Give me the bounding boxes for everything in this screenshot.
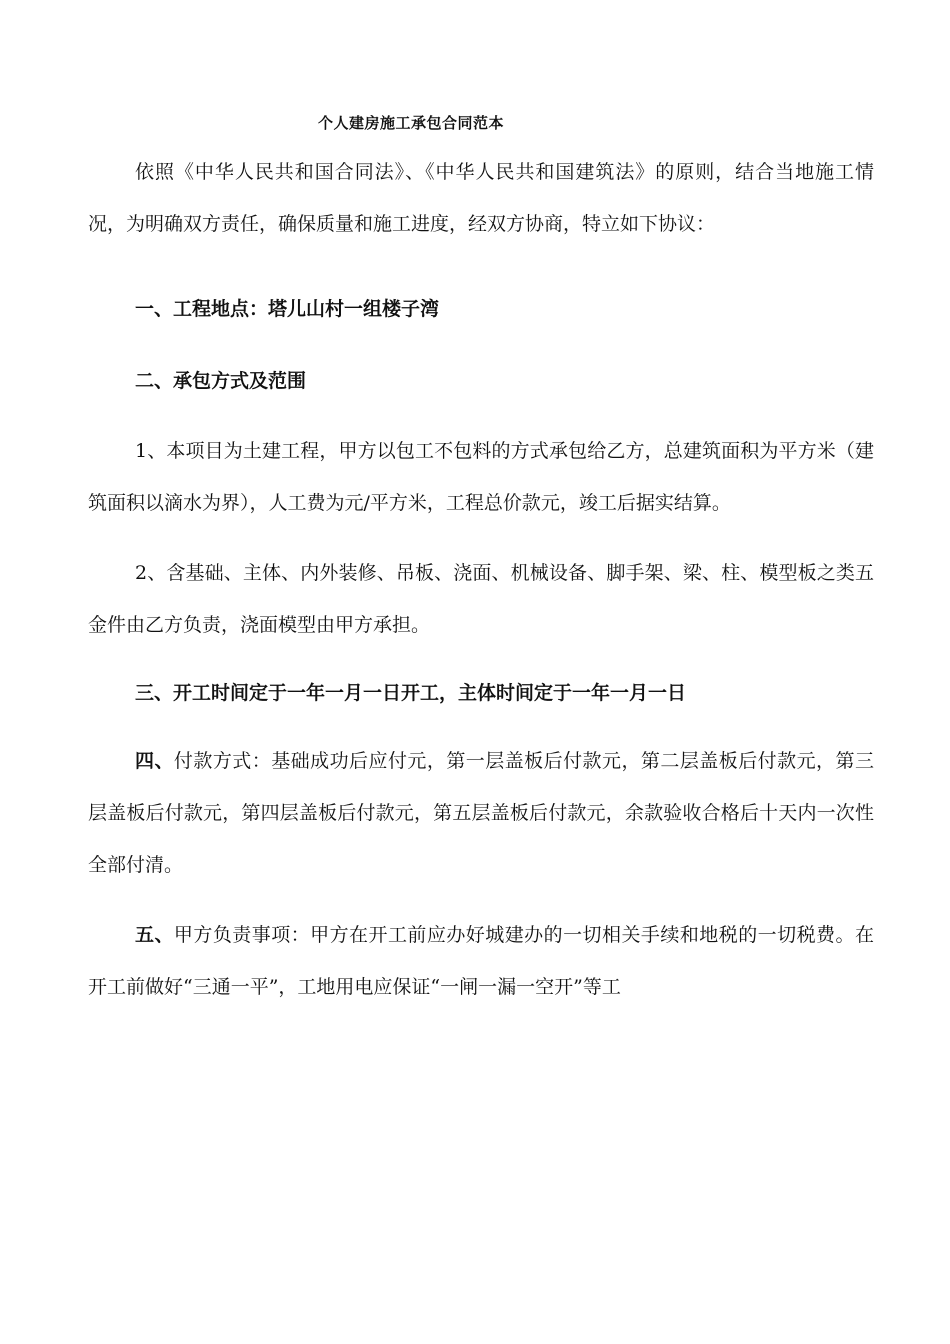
section-1-heading: 一、工程地点：塔儿山村一组楼子湾: [135, 298, 440, 320]
intro-paragraph: 依照《中华人民共和国合同法》、《中华人民共和国建筑法》的原则，结合当地施工情况，为明确双方责任，确保质量和施工进度，经双方协商，特立如下协议：: [88, 161, 874, 235]
section-3-heading: 三、开工时间定于一年一月一日开工，主体时间定于一年一月一日: [135, 682, 687, 704]
section-2-item-2: 2、含基础、主体、内外装修、吊板、浇面、机械设备、脚手架、梁、柱、模型板之类五金件由乙方负责，浇面模型由甲方承担。: [88, 562, 874, 636]
section-4-paragraph: [88, 735, 874, 891]
section-2-heading: 二、承包方式及范围: [135, 370, 307, 392]
section-5-paragraph: [88, 909, 874, 1013]
document-title: 个人建房施工承包合同范本: [318, 114, 505, 132]
section-2-item-1: 1、本项目为土建工程，甲方以包工不包料的方式承包给乙方，总建筑面积为平方米（建筑面积以滴水为界），人工费为元/平方米，工程总价款元，竣工后据实结算。: [88, 440, 874, 514]
section-4-label: 四、: [135, 750, 174, 772]
section-5-text: 甲方负责事项：甲方在开工前应办好城建办的一切相关手续和地税的一切税费。在开工前做好“三通一平”，工地用电应保证“一闸一漏一空开”等工: [88, 924, 874, 998]
section-5-label: 五、: [135, 924, 174, 946]
section-4-text: 付款方式：基础成功后应付元，第一层盖板后付款元，第二层盖板后付款元，第三层盖板后付款元，第四层盖板后付款元，第五层盖板后付款元，余款验收合格后十天内一次性全部付清。: [88, 750, 874, 876]
